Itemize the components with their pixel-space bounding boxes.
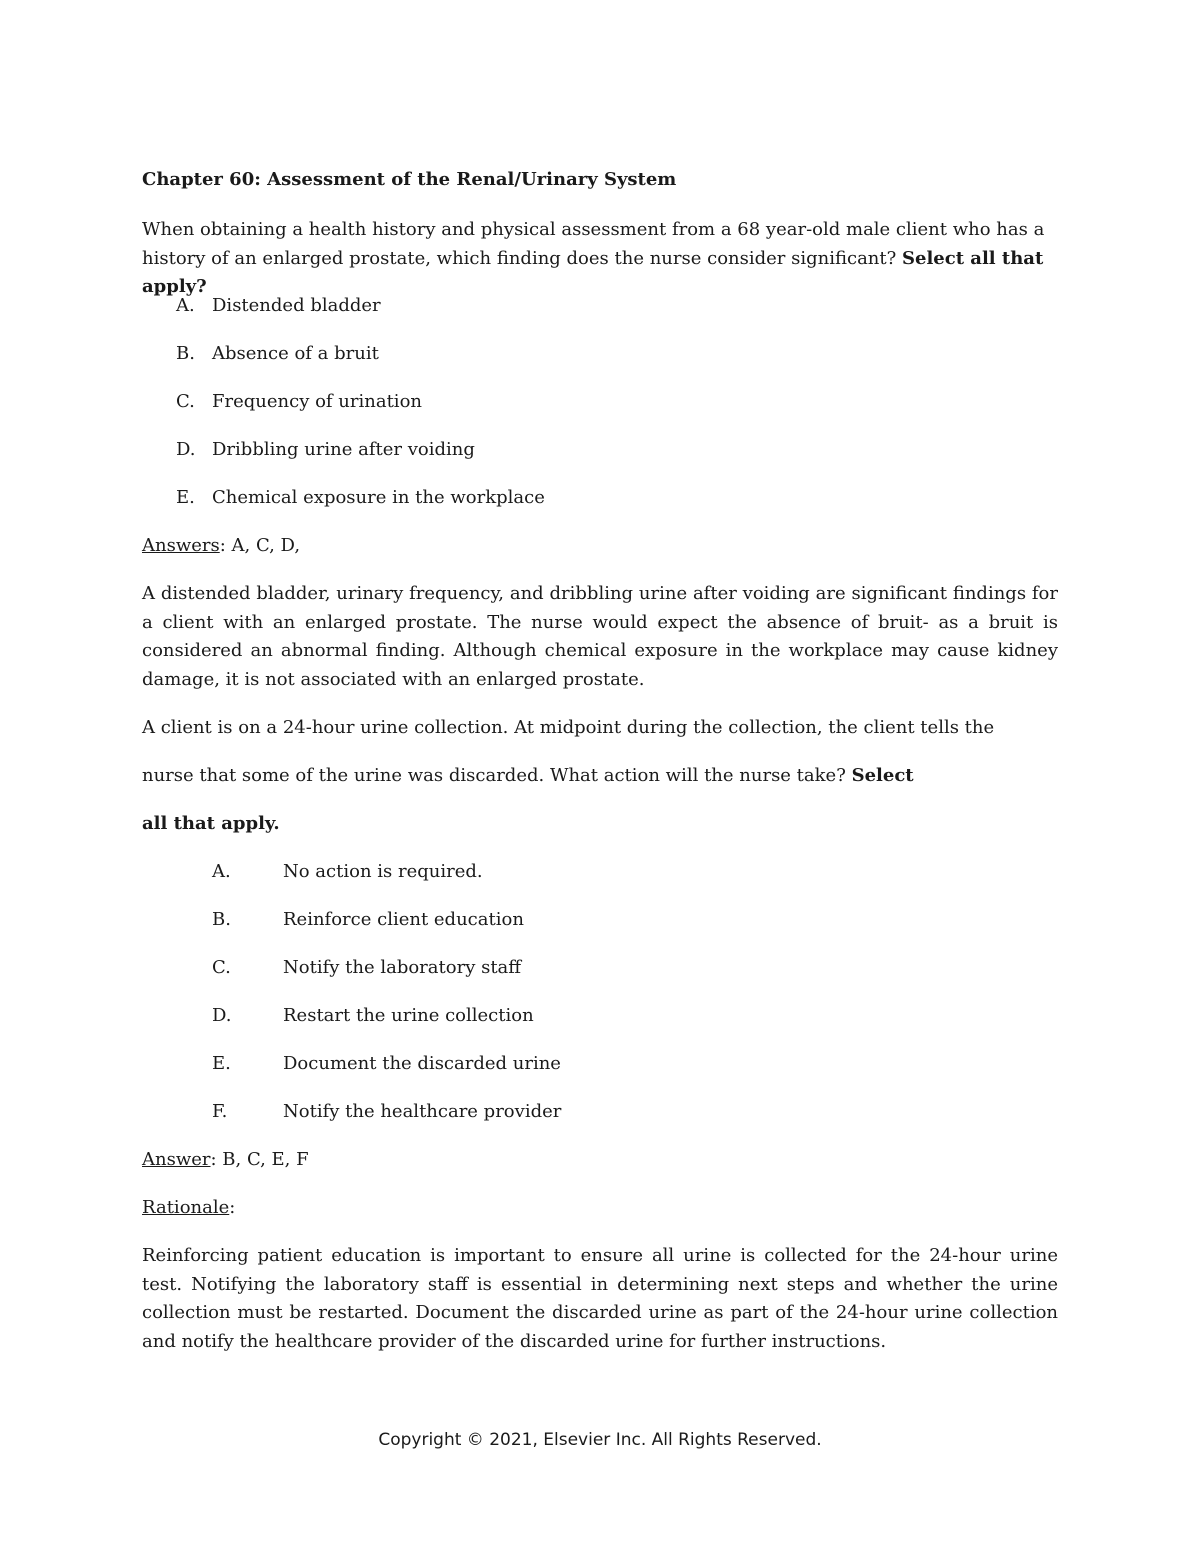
- option-letter: A.: [176, 295, 195, 316]
- option-letter: B.: [176, 343, 195, 364]
- option-letter: A.: [212, 861, 231, 882]
- option-text: Absence of a bruit: [212, 343, 379, 364]
- rationale-label: Rationale: [142, 1197, 230, 1218]
- option-letter: D.: [212, 1005, 232, 1026]
- option-text: Restart the urine collection: [283, 1005, 534, 1026]
- question2-stem-line2: [142, 762, 1058, 791]
- question2-rationale-heading: [142, 1194, 1058, 1223]
- option-letter: E.: [212, 1053, 231, 1074]
- question2-instruction-part1: Select: [851, 765, 914, 786]
- question2-instruction-part2: all that apply.: [142, 813, 280, 834]
- option-text: Chemical exposure in the workplace: [212, 487, 545, 508]
- rationale-colon: :: [229, 1197, 236, 1218]
- option-text: Reinforce client education: [283, 909, 524, 930]
- option-text: Distended bladder: [212, 295, 381, 316]
- question2-rationale: Reinforcing patient education is important to ensure all urine is collected for the 24-hour urine test. Notifying the laboratory staff is essential in determining next steps and whether the urine collection must be restarted. Document the discarded urine as part of the 24-hour urine collection and notify the healthcare provider of the discarded urine for further instructions.: [142, 1245, 1058, 1352]
- answer-label: Answers: [142, 535, 220, 556]
- question2-stem-text: nurse that some of the urine was discarded. What action will the nurse take?: [142, 765, 846, 786]
- option-text: Document the discarded urine: [283, 1053, 561, 1074]
- option-letter: C.: [212, 957, 231, 978]
- option-text: Notify the healthcare provider: [283, 1101, 562, 1122]
- question1-stem-text: When obtaining a health history and physical assessment from a 68 year-old male client who has a history of an enlarged prostate, which finding does the nurse consider significant?: [142, 219, 1045, 269]
- option-letter: E.: [176, 487, 195, 508]
- option-letter: F.: [212, 1101, 228, 1122]
- question1-instruction: Select all that apply?: [142, 247, 1044, 297]
- question2-answer: [142, 1146, 1058, 1175]
- answer-value: : B, C, E, F: [210, 1149, 309, 1170]
- chapter-title: Chapter 60: Assessment of the Renal/Urinary System: [142, 169, 677, 190]
- answer-label: Answer: [142, 1149, 211, 1170]
- option-text: Dribbling urine after voiding: [212, 439, 475, 460]
- question1-answer: [142, 532, 1058, 561]
- question2-stem-line1: A client is on a 24-hour urine collection. At midpoint during the collection, the client tells the: [142, 717, 995, 738]
- option-text: Frequency of urination: [212, 391, 422, 412]
- option-text: No action is required.: [283, 861, 483, 882]
- option-letter: B.: [212, 909, 231, 930]
- question1-rationale: A distended bladder, urinary frequency, and dribbling urine after voiding are significant findings for a client with an enlarged prostate. The nurse would expect the absence of bruit- as a bruit is considered an abnormal finding. Although chemical exposure in the workplace may cause kidney damage, it is not associated with an enlarged prostate.: [142, 583, 1058, 690]
- question1-stem: [142, 216, 1058, 302]
- option-text: Notify the laboratory staff: [283, 957, 522, 978]
- option-letter: C.: [176, 391, 195, 412]
- copyright-footer: Copyright © 2021, Elsevier Inc. All Rights Reserved.: [378, 1430, 822, 1450]
- answer-value: : A, C, D,: [219, 535, 301, 556]
- option-letter: D.: [176, 439, 196, 460]
